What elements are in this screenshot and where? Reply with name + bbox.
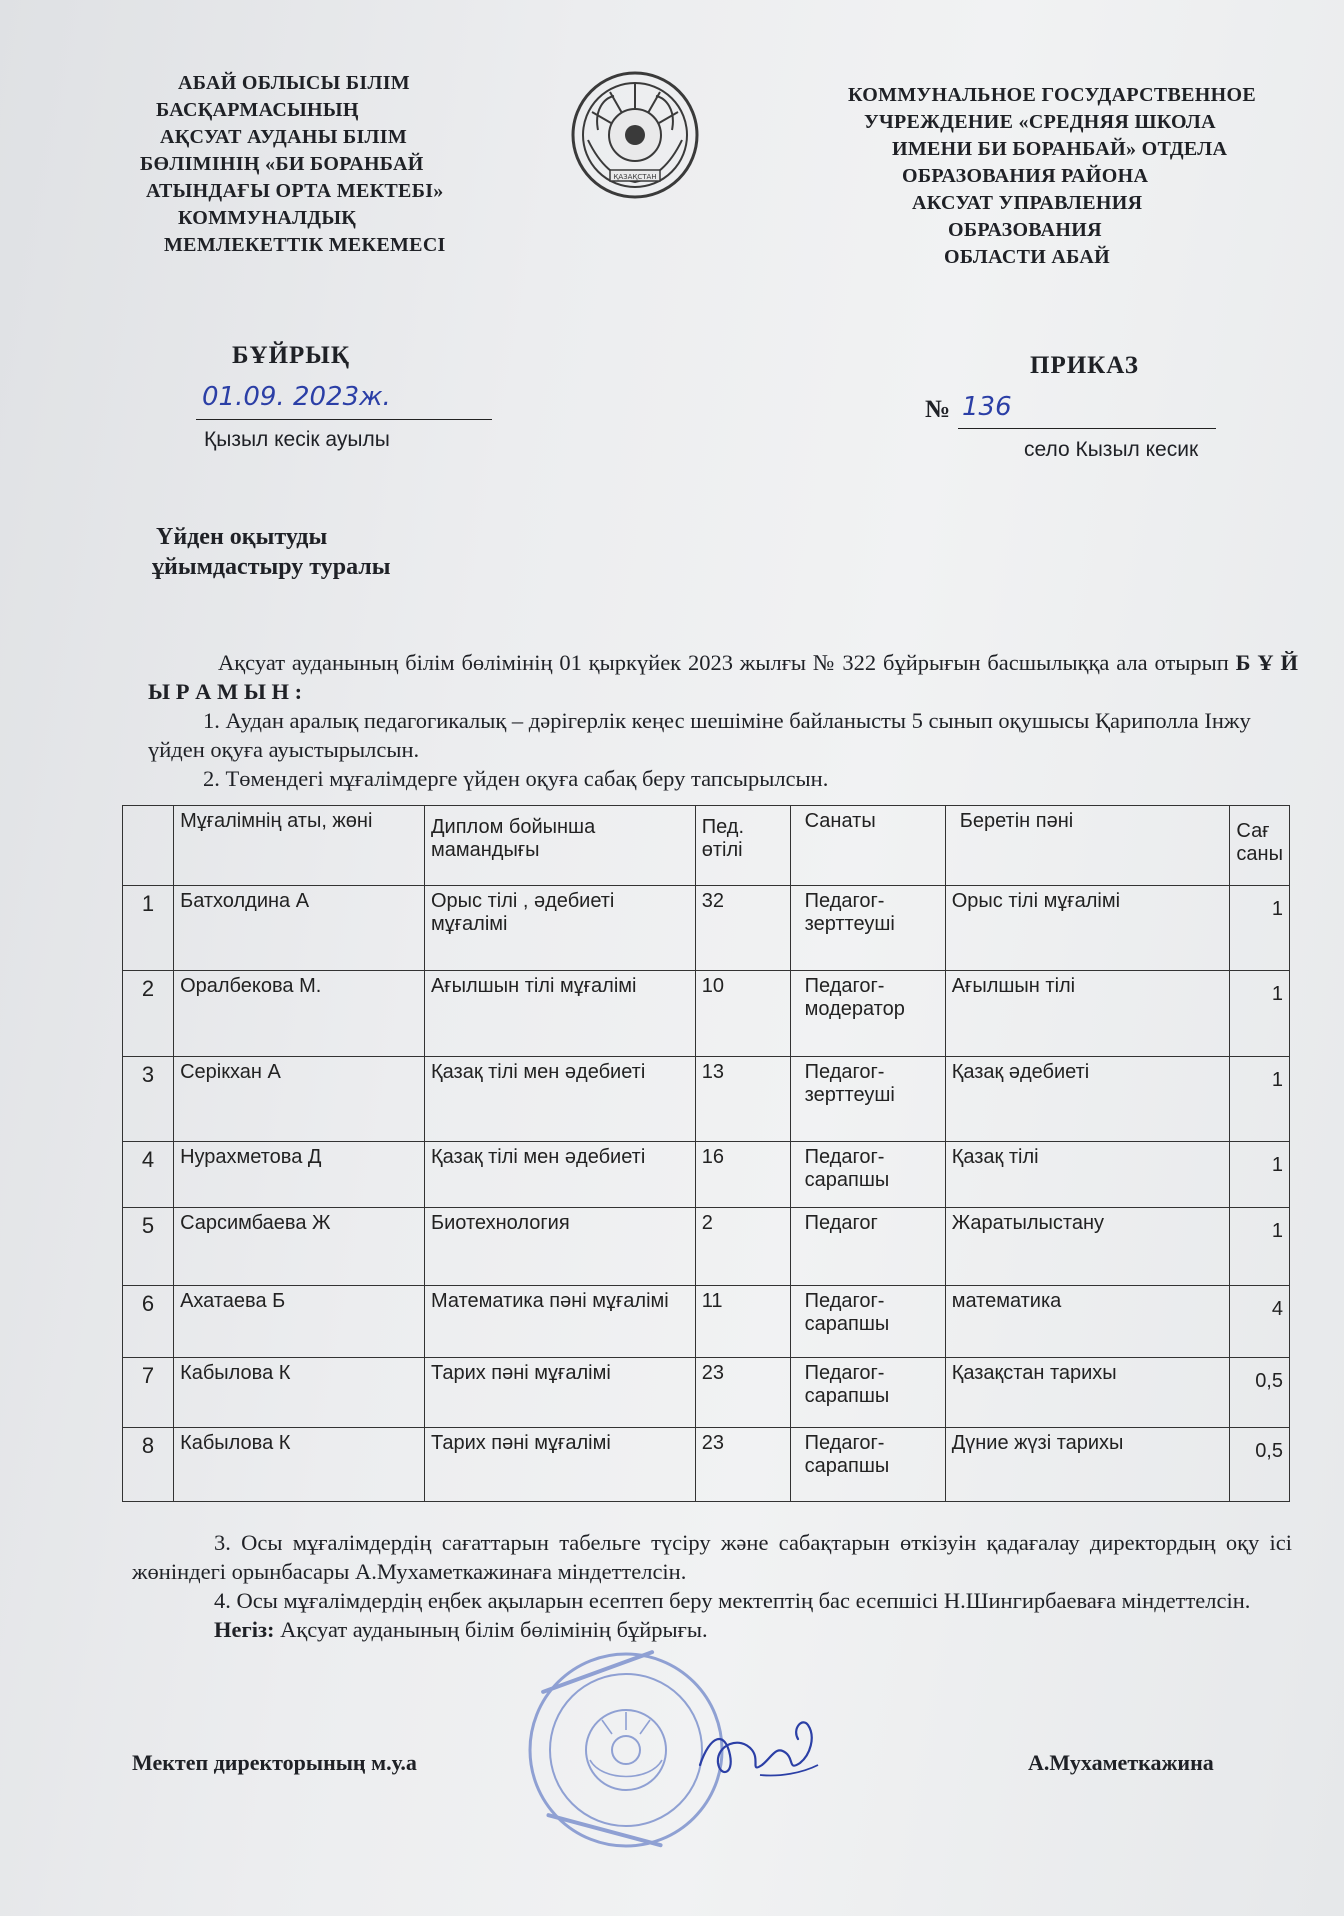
- diploma-specialty: Қазақ тілі мен әдебиеті: [425, 1057, 696, 1142]
- ped-experience: 2: [695, 1208, 790, 1286]
- signature-role: Мектеп директорының м.у.а: [132, 1750, 417, 1775]
- diploma-specialty: Математика пәні мұғалімі: [425, 1286, 696, 1358]
- table-row: [123, 971, 1290, 1057]
- teacher-name: Батхолдина А: [174, 886, 425, 971]
- order-verb: Б Ұ Й Ы Р А М Ы Н :: [148, 650, 1298, 704]
- row-number: 5: [123, 1208, 174, 1286]
- header-right-line: ОБРАЗОВАНИЯ: [948, 219, 1102, 241]
- order-subject: [152, 522, 391, 582]
- item-3: 3. Осы мұғалімдердің сағаттарын табельге түсіру және сабақтарын өткізуін қадағалау директордың оқу ісі жөніндегі орынбасары А.Мухаметкажинаға міндеттелсін.: [132, 1530, 1292, 1584]
- hours: 1: [1230, 886, 1290, 971]
- table-row: [123, 1358, 1290, 1428]
- teacher-name: Кабылова К: [174, 1358, 425, 1428]
- header-left-line: АТЫНДАҒЫ ОРТА МЕКТЕБІ»: [146, 180, 444, 202]
- header-cell: Диплом бойынша мамандығы: [425, 806, 696, 886]
- row-number: 1: [123, 886, 174, 971]
- header-cell: [123, 806, 174, 886]
- row-number: 8: [123, 1428, 174, 1502]
- ped-experience: 11: [695, 1286, 790, 1358]
- basis: [132, 1615, 1292, 1644]
- teacher-name: Нурахметова Д: [174, 1142, 425, 1208]
- subject-line-1: Үйден оқытуды: [156, 524, 328, 550]
- category: Педагог-сарапшы: [790, 1358, 945, 1428]
- subject: Қазақ тілі: [945, 1142, 1230, 1208]
- teacher-name: Оралбекова М.: [174, 971, 425, 1057]
- category: Педагог-сарапшы: [790, 1286, 945, 1358]
- hours: 0,5: [1230, 1358, 1290, 1428]
- ped-experience: 23: [695, 1428, 790, 1502]
- ped-experience: 32: [695, 886, 790, 971]
- row-number: 2: [123, 971, 174, 1057]
- order-number: 136: [962, 392, 1012, 422]
- teacher-name: Ахатаева Б: [174, 1286, 425, 1358]
- header-cell: Санаты: [790, 806, 945, 886]
- subject: Дүние жүзі тарихы: [945, 1428, 1230, 1502]
- teachers-table: [122, 805, 1290, 1502]
- place-kz: Қызыл кесік ауылы: [204, 428, 390, 451]
- ped-experience: 23: [695, 1358, 790, 1428]
- header-left-line: БАСҚАРМАСЫНЫҢ: [156, 99, 359, 121]
- header-right-line: АКСУАТ УПРАВЛЕНИЯ: [912, 192, 1143, 214]
- header-left-line: МЕМЛЕКЕТТІК МЕКЕМЕСІ: [164, 234, 446, 256]
- ped-experience: 13: [695, 1057, 790, 1142]
- header-left: [140, 70, 500, 259]
- category: Педагог: [790, 1208, 945, 1286]
- category: Педагог-сарапшы: [790, 1142, 945, 1208]
- table-row: [123, 1428, 1290, 1502]
- teacher-name: Кабылова К: [174, 1428, 425, 1502]
- subject: математика: [945, 1286, 1230, 1358]
- table-row: [123, 886, 1290, 971]
- diploma-specialty: Тарих пәні мұғалімі: [425, 1428, 696, 1502]
- order-body-continued: [132, 1528, 1292, 1644]
- intro-text: Ақсуат ауданының білім бөлімінің 01 қыркүйек 2023 жылғы № 322 бұйрығын басшылыққа ала отырып: [218, 650, 1236, 675]
- handwritten-signature: [690, 1715, 840, 1785]
- header-left-line: АҚСУАТ АУДАНЫ БІЛІМ: [160, 126, 408, 148]
- signature-name: А.Мухаметкажина: [1028, 1750, 1214, 1775]
- header-left-line: КОММУНАЛДЫҚ: [178, 207, 357, 229]
- header-right-line: ОБРАЗОВАНИЯ РАЙОНА: [902, 165, 1149, 187]
- ped-experience: 16: [695, 1142, 790, 1208]
- state-emblem: [570, 70, 700, 200]
- diploma-specialty: Тарих пәні мұғалімі: [425, 1358, 696, 1428]
- subject: Ағылшын тілі: [945, 971, 1230, 1057]
- order-date: 01.09. 2023ж.: [202, 382, 391, 412]
- intro-paragraph: [148, 648, 1298, 706]
- header-left-line: БӨЛІМІНІҢ «БИ БОРАНБАЙ: [140, 153, 424, 175]
- basis-label: Негіз:: [214, 1617, 275, 1642]
- item-2: 2. Төмендегі мұғалімдерге үйден оқуға сабақ беру тапсырылсын.: [203, 766, 829, 791]
- diploma-specialty: Орыс тілі , әдебиеті мұғалімі: [425, 886, 696, 971]
- subject: Жаратылыстану: [945, 1208, 1230, 1286]
- table-row: [123, 1057, 1290, 1142]
- hours: 1: [1230, 971, 1290, 1057]
- subject: Қазақстан тарихы: [945, 1358, 1230, 1428]
- table-row: [123, 1286, 1290, 1358]
- item-1: 1. Аудан аралық педагогикалық – дәрігерлік кеңес шешіміне байланысты 5 сынып оқушысы Қариполла Інжу үйден оқуға ауыстырылсын.: [148, 708, 1251, 762]
- hours: 4: [1230, 1286, 1290, 1358]
- hours: 1: [1230, 1208, 1290, 1286]
- item-4: 4. Осы мұғалімдердің еңбек ақыларын есептеп беру мектептің бас есепшісі Н.Шингирбаеваға міндеттелсін.: [214, 1588, 1251, 1613]
- teacher-name: Серікхан А: [174, 1057, 425, 1142]
- header-left-line: АБАЙ ОБЛЫСЫ БІЛІМ: [178, 72, 410, 94]
- order-title-ru: ПРИКАЗ: [1030, 352, 1139, 379]
- header-right-line: ИМЕНИ БИ БОРАНБАЙ» ОТДЕЛА: [892, 138, 1228, 160]
- header-right: [840, 82, 1310, 271]
- row-number: 6: [123, 1286, 174, 1358]
- table-row: [123, 1142, 1290, 1208]
- diploma-specialty: Биотехнология: [425, 1208, 696, 1286]
- order-number-prefix: №: [925, 396, 951, 423]
- category: Педагог-сарапшы: [790, 1428, 945, 1502]
- row-number: 3: [123, 1057, 174, 1142]
- subject: Орыс тілі мұғалімі: [945, 886, 1230, 971]
- category: Педагог-модератор: [790, 971, 945, 1057]
- order-title-kz: БҰЙРЫҚ: [232, 342, 350, 369]
- place-ru: село Кызыл кесик: [1024, 438, 1199, 461]
- table-row: [123, 1208, 1290, 1286]
- category: Педагог-зерттеуші: [790, 886, 945, 971]
- row-number: 4: [123, 1142, 174, 1208]
- emblem-text: ҚАЗАҚСТАН: [613, 173, 657, 181]
- header-right-line: ОБЛАСТИ АБАЙ: [944, 246, 1110, 268]
- hours: 1: [1230, 1142, 1290, 1208]
- header-right-line: КОММУНАЛЬНОЕ ГОСУДАРСТВЕННОЕ: [848, 84, 1256, 106]
- table-header-row: [123, 806, 1290, 886]
- hours: 0,5: [1230, 1428, 1290, 1502]
- ped-experience: 10: [695, 971, 790, 1057]
- subject-line-2: ұйымдастыру туралы: [152, 554, 391, 580]
- header-right-line: УЧРЕЖДЕНИЕ «СРЕДНЯЯ ШКОЛА: [864, 111, 1216, 133]
- category: Педагог-зерттеуші: [790, 1057, 945, 1142]
- header-cell: Сағ саны: [1230, 806, 1290, 886]
- header-cell: Мұғалімнің аты, жөні: [174, 806, 425, 886]
- header-cell: Пед. өтілі: [695, 806, 790, 886]
- hours: 1: [1230, 1057, 1290, 1142]
- subject: Қазақ әдебиеті: [945, 1057, 1230, 1142]
- diploma-specialty: Ағылшын тілі мұғалімі: [425, 971, 696, 1057]
- diploma-specialty: Қазақ тілі мен әдебиеті: [425, 1142, 696, 1208]
- basis-text: Ақсуат ауданының білім бөлімінің бұйрығы.: [274, 1617, 708, 1642]
- teacher-name: Сарсимбаева Ж: [174, 1208, 425, 1286]
- row-number: 7: [123, 1358, 174, 1428]
- header-cell: Беретін пәні: [945, 806, 1230, 886]
- order-body: [148, 648, 1298, 793]
